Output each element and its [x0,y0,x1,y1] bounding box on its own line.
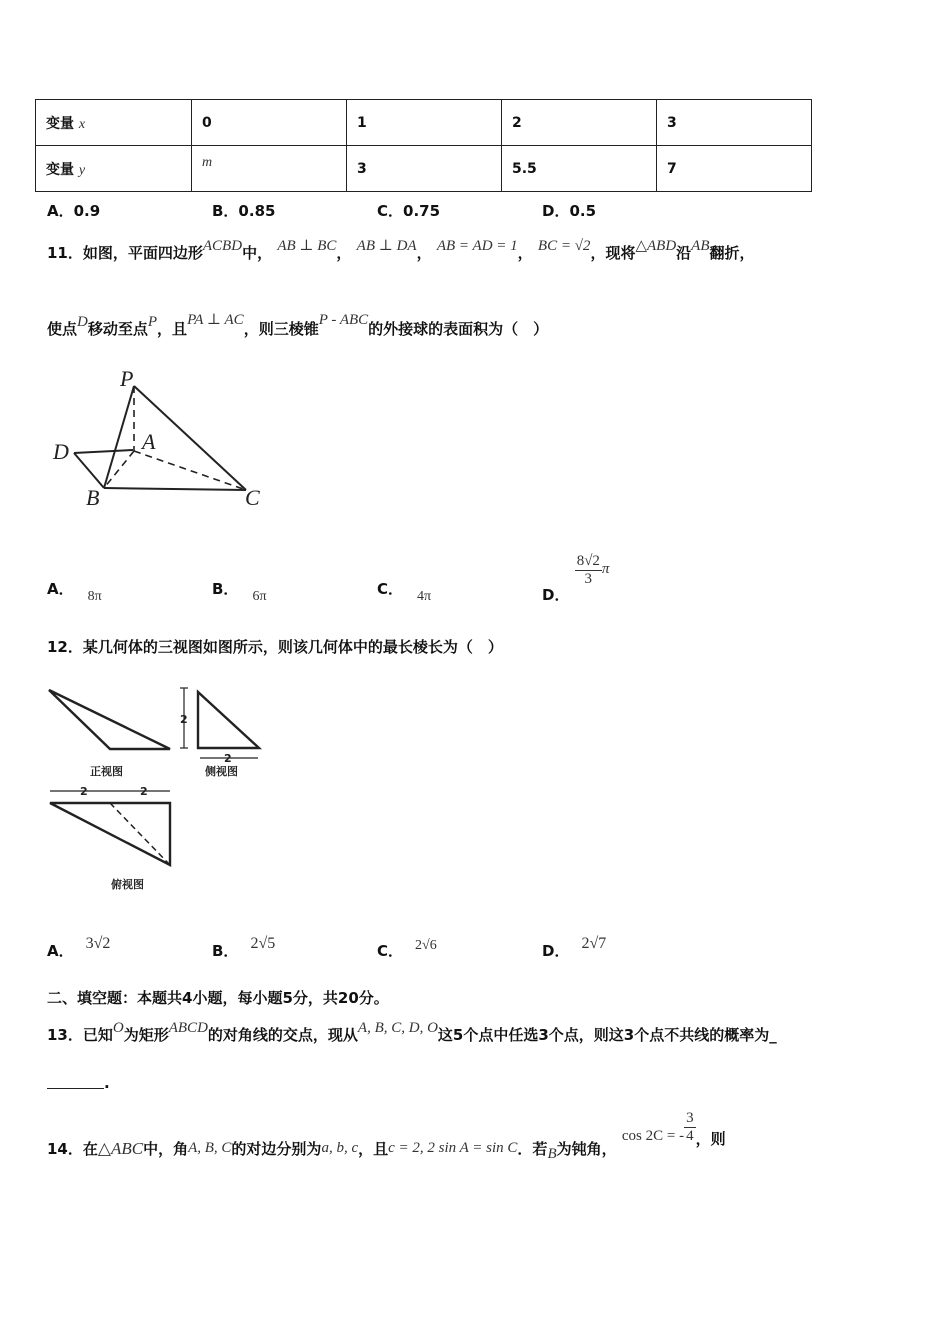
side-width-label: 2 [224,752,232,765]
label-c: C [245,485,260,510]
label-p: P [120,366,134,391]
table-row [36,100,812,146]
table-cell: 变量 y [36,146,192,192]
q10-option-d: D．0.5 [542,202,597,220]
fraction: $\frac{8√2}{3}$ [576,553,600,587]
front-view-label: 正视图 [90,765,123,778]
table-cell: 变量 x [36,100,192,146]
label-d: D [53,439,69,464]
q12-three-view-figure [44,682,274,897]
side-view-label: 侧视图 [205,765,238,778]
table-cell: 3 [657,100,812,146]
top-dim-right: 2 [140,785,148,798]
q10-option-b: B．0.85 [212,202,276,220]
table-cell: 1 [347,100,502,146]
q14-line-1: 14．在△ABC中，角A, B, C的对边分别为a, b, c，且c = 2, 2 sin A = sin C．若B为钝角， cos 2C = - $\frac{3}{4}$ ，则 [47,1110,726,1162]
table-cell: 5.5 [502,146,657,192]
label-b: B [86,485,100,510]
section-title: 二、填空题：本题共4小题，每小题5分，共20分。 [47,989,389,1007]
side-view-shape [198,692,259,748]
q11-option-a: A． 8π [47,580,102,604]
q12-option-a: A． 3√2 [47,935,111,960]
q13-answer-blank [47,1088,104,1089]
q11-option-d: D． $\frac{8√2}{3}$ π [542,553,610,604]
table-row [36,146,812,192]
label-a: A [142,429,156,454]
front-view-shape [49,690,170,749]
q11-option-c: C． 4π [377,580,432,604]
table-cell: 0 [192,100,347,146]
variable-table [35,99,812,192]
q12-option-d: D． 2√7 [542,935,607,960]
q11-line-2: 使点D移动至点P，且PA ⊥ AC，则三棱锥P - ABC的外接球的表面积为（ ） [47,312,549,338]
table-cell: 7 [657,146,812,192]
top-view-label: 俯视图 [111,878,144,891]
q11-line-1: 11．如图，平面四边形ACBD中， AB ⊥ BC， AB ⊥ DA， AB = AD = 1， BC = √2，现将△ABD沿AB翻折， [47,238,755,262]
fraction: $\frac{3}{4}$ [686,1110,694,1144]
table-cell: m [192,146,347,192]
q12-option-c: C． 2√6 [377,938,437,960]
table-cell: 2 [502,100,657,146]
table-cell: 3 [347,146,502,192]
q10-option-a: A．0.9 [47,202,101,220]
q12-text: 12．某几何体的三视图如图所示，则该几何体中的最长棱长为（ ） [47,638,503,656]
q11-option-b: B． 6π [212,580,267,604]
q12-option-b: B． 2√5 [212,935,276,960]
side-dim-label: 2 [180,713,188,726]
top-dim-left: 2 [80,785,88,798]
q10-option-c: C．0.75 [377,202,441,220]
q13-period: . [104,1074,110,1092]
top-view-shape [50,803,170,865]
q13-line-1: 13．已知O为矩形ABCD的对角线的交点，现从A, B, C, D, O这5个点中任选3个点，则这3个点不共线的概率为_ [47,1020,777,1044]
q11-pyramid-figure [48,362,278,512]
